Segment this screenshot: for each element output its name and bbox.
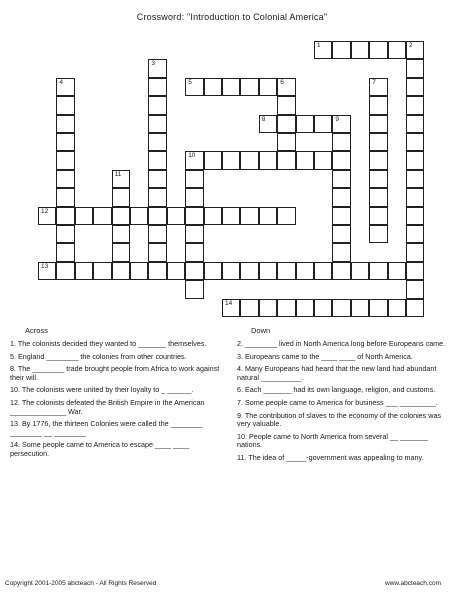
crossword-cell[interactable] [185,207,203,225]
crossword-cell[interactable] [332,188,350,206]
across-clue: 10. The colonists were united by their loyalty to _ ______. [10,385,194,395]
crossword-cell[interactable] [406,243,424,261]
crossword-cell[interactable] [332,299,350,317]
crossword-cell[interactable] [369,133,387,151]
crossword-cell[interactable] [240,78,258,96]
crossword-cell[interactable] [351,299,369,317]
crossword-cell[interactable] [369,225,387,243]
crossword-cell[interactable] [369,170,387,188]
crossword-cell[interactable] [277,96,295,114]
crossword-cell[interactable] [369,299,387,317]
crossword-cell[interactable] [332,262,350,280]
crossword-cell[interactable] [93,207,111,225]
down-clue: 6. Each _______ had its own language, religion, and customs. [237,385,436,395]
across-clue: 13. By 1776, the thirteen Colonies were called the ________ ________ __ ________ [10,419,203,437]
across-clue: 1. The colonists decided they wanted to _______ themselves. [10,339,207,348]
crossword-cell[interactable] [185,225,203,243]
down-clue: 7. Some people came to America for business ___ _________. [237,397,438,407]
across-clue: 12. The colonists defeated the British Empire in the American ______________ War. [10,397,205,416]
crossword-cell[interactable] [296,151,314,169]
crossword-cell[interactable] [388,41,406,59]
crossword-cell[interactable] [369,151,387,169]
clue-number: 13 [41,262,49,270]
crossword-cell[interactable] [314,115,332,133]
crossword-cell[interactable] [277,299,295,317]
down-clue: 10. People came to North America from several __ _______ nations. [237,431,428,450]
crossword-cell[interactable] [56,96,74,114]
crossword-cell[interactable] [259,207,277,225]
crossword-cell[interactable] [148,207,166,225]
copyright-text: Copyright 2001-2005 abcteach - All Rights Reserved [5,580,157,587]
down-clue: 11. The idea of _____-government was appealing to many. [237,452,424,462]
crossword-cell[interactable] [56,78,74,96]
crossword-cell[interactable] [185,151,203,169]
crossword-cell[interactable] [204,151,222,169]
crossword-cell[interactable] [148,243,166,261]
crossword-cell[interactable] [406,225,424,243]
crossword-cell[interactable] [112,207,130,225]
crossword-cell[interactable] [75,262,93,280]
crossword-cell[interactable] [259,299,277,317]
crossword-cell[interactable] [296,262,314,280]
down-clue: 2. ________ lived in North America long before Europeans came. [237,339,446,348]
crossword-cell[interactable] [406,115,424,133]
across-clue: 14. Some people came to America to escape ____ ____ persecution. [10,440,190,458]
clue-number: 10 [188,152,196,160]
crossword-cell[interactable] [185,78,203,96]
crossword-cell[interactable] [222,262,240,280]
crossword-cell[interactable] [369,41,387,59]
crossword-cell[interactable] [148,133,166,151]
crossword-cell[interactable] [332,115,350,133]
crossword-cell[interactable] [222,207,240,225]
crossword-cell[interactable] [277,207,295,225]
crossword-cell[interactable] [369,207,387,225]
crossword-cell[interactable] [259,262,277,280]
across-heading: Across [25,326,48,335]
crossword-cell[interactable] [112,243,130,261]
clue-number: 8 [261,115,266,123]
crossword-cell[interactable] [332,243,350,261]
clue-number: 4 [59,78,64,86]
crossword-cell[interactable] [56,151,74,169]
crossword-cell[interactable] [240,262,258,280]
crossword-cell[interactable] [259,78,277,96]
crossword-cell[interactable] [332,41,350,59]
across-clue: 5. England ________ the colonies from other countries. [10,351,187,361]
crossword-cell[interactable] [148,170,166,188]
crossword-cell[interactable] [38,262,56,280]
crossword-cell[interactable] [112,225,130,243]
clue-number: 1 [317,42,321,49]
crossword-cell[interactable] [185,188,203,206]
crossword-cell[interactable] [314,299,332,317]
crossword-cell[interactable] [369,115,387,133]
crossword-cell[interactable] [56,262,74,280]
crossword-cell[interactable] [185,170,203,188]
crossword-cell[interactable] [185,280,203,298]
clue-number: 11 [114,170,122,178]
crossword-cell[interactable] [332,207,350,225]
crossword-cell[interactable] [277,115,295,133]
crossword-cell[interactable] [130,262,148,280]
crossword-cell[interactable] [167,262,185,280]
clue-number: 7 [372,78,376,86]
crossword-cell[interactable] [56,243,74,261]
crossword-cell[interactable] [332,151,350,169]
crossword-cell[interactable] [148,225,166,243]
clue-number: 6 [280,78,284,86]
crossword-cell[interactable] [332,133,350,151]
crossword-cell[interactable] [332,225,350,243]
crossword-cell[interactable] [56,170,74,188]
crossword-cell[interactable] [204,78,222,96]
crossword-cell[interactable] [406,78,424,96]
crossword-cell[interactable] [277,262,295,280]
crossword-cell[interactable] [277,151,295,169]
crossword-cell[interactable] [388,299,406,317]
crossword-cell[interactable] [388,262,406,280]
across-clue: 8. The ________ trade brought people from Africa to work against their will. [10,364,220,382]
crossword-cell[interactable] [222,78,240,96]
crossword-cell[interactable] [277,78,295,96]
crossword-cell[interactable] [296,115,314,133]
crossword-cell[interactable] [56,188,74,206]
crossword-cell[interactable] [148,96,166,114]
crossword-cell[interactable] [296,299,314,317]
crossword-cell[interactable] [56,207,74,225]
crossword-cell[interactable] [204,207,222,225]
crossword-cell[interactable] [369,262,387,280]
crossword-cell[interactable] [222,299,240,317]
crossword-cell[interactable] [240,207,258,225]
crossword-cell[interactable] [112,188,130,206]
crossword-cell[interactable] [332,170,350,188]
crossword-cell[interactable] [167,207,185,225]
crossword-cell[interactable] [369,96,387,114]
page-title: Crossword: "Introduction to Colonial America" [136,12,328,22]
crossword-cell[interactable] [314,262,332,280]
crossword-cell[interactable] [406,280,424,298]
down-clues [237,340,453,467]
crossword-cell[interactable] [406,170,424,188]
crossword-cell[interactable] [93,262,111,280]
crossword-cell[interactable] [56,133,74,151]
down-clue: 3. Europeans came to the ____ ____ of North America. [237,351,413,361]
crossword-cell[interactable] [56,225,74,243]
crossword-cell[interactable] [406,41,424,59]
crossword-cell[interactable] [185,243,203,261]
crossword-cell[interactable] [406,59,424,77]
down-clue: 4. Many Europeans had heard that the new land had abundant natural __________. [237,364,437,382]
crossword-cell[interactable] [351,262,369,280]
crossword-cell[interactable] [406,207,424,225]
crossword-cell[interactable] [75,207,93,225]
clue-number: 12 [41,207,49,215]
crossword-cell[interactable] [148,115,166,133]
crossword-cell[interactable] [148,59,166,77]
crossword-cell[interactable] [148,262,166,280]
clue-number: 2 [409,42,413,49]
crossword-cell[interactable] [148,151,166,169]
crossword-cell[interactable] [112,170,130,188]
crossword-cell[interactable] [240,299,258,317]
crossword-cell[interactable] [277,133,295,151]
crossword-cell[interactable] [406,96,424,114]
down-heading: Down [251,326,271,335]
crossword-cell[interactable] [314,41,332,59]
crossword-cell[interactable] [185,262,203,280]
crossword-cell[interactable] [314,151,332,169]
clue-number: 5 [188,78,192,86]
crossword-cell[interactable] [259,115,277,133]
crossword-cell[interactable] [406,151,424,169]
crossword-cell[interactable] [204,262,222,280]
down-clue: 9. The contribution of slaves to the economy of the colonies was very valuable. [237,410,442,429]
crossword-cell[interactable] [351,41,369,59]
clue-number: 14 [225,299,233,307]
crossword-cell[interactable] [406,299,424,317]
crossword-cell[interactable] [240,151,258,169]
crossword-cell[interactable] [406,262,424,280]
crossword-cell[interactable] [112,262,130,280]
crossword-cell[interactable] [148,188,166,206]
clue-number: 9 [335,115,340,123]
across-clues [10,340,224,463]
crossword-cell[interactable] [369,188,387,206]
crossword-cell[interactable] [222,151,240,169]
clue-number: 3 [151,60,156,68]
crossword-cell[interactable] [56,115,74,133]
crossword-cell[interactable] [406,188,424,206]
crossword-cell[interactable] [259,151,277,169]
crossword-cell[interactable] [130,207,148,225]
website-url: www.abcteach.com [385,580,441,587]
crossword-cell[interactable] [38,207,56,225]
crossword-cell[interactable] [406,133,424,151]
crossword-cell[interactable] [148,78,166,96]
crossword-cell[interactable] [369,78,387,96]
